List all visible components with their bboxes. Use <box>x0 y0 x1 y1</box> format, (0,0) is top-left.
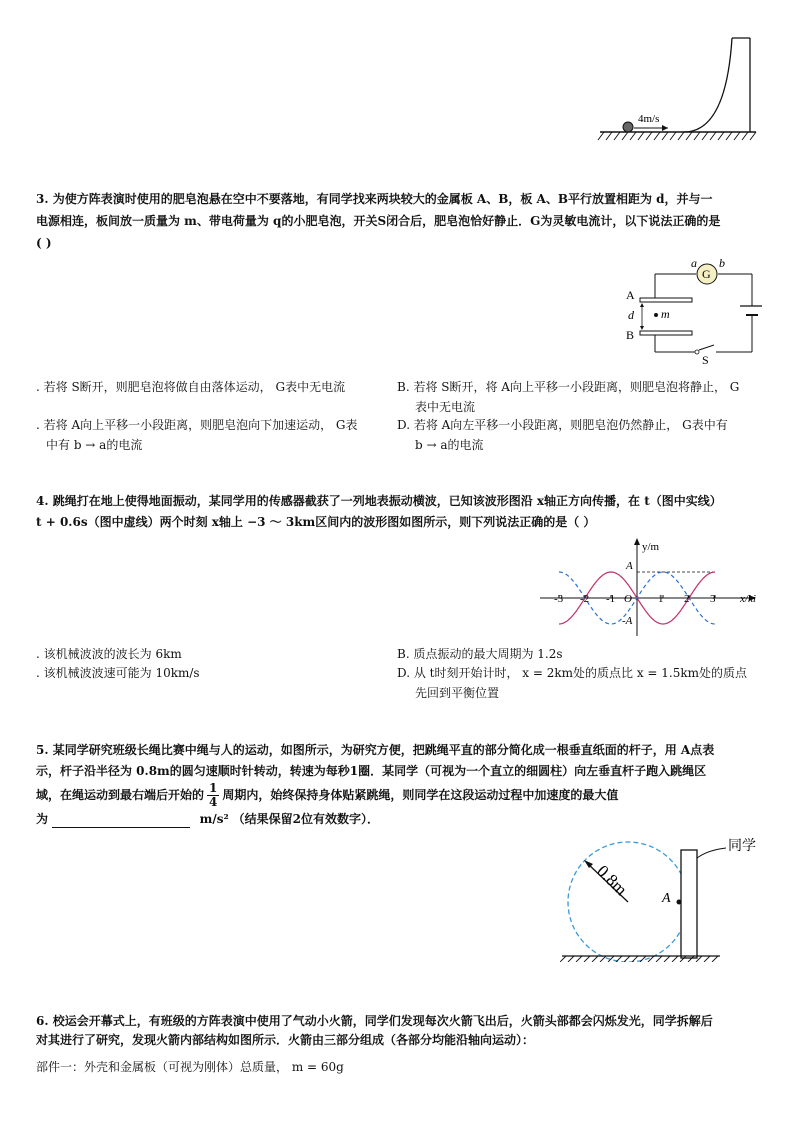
q13-option-d-1: D. 若将 A向左平移一小段距离，则肥皂泡仍然静止， G表中有 <box>397 418 728 432</box>
x-tick-label: 3 <box>710 593 716 605</box>
soap-bubble <box>654 313 658 317</box>
q15-stem-line-3: 域，在绳运动到最右端后开始的 $\frac{1}{4}$ 周期内，始终保持身体贴紧跳绳，则同学在这段运动过程中加速度的最大值 <box>36 780 619 809</box>
amplitude-label: A <box>626 560 633 572</box>
origin-label: O <box>624 593 632 605</box>
q16-part-one: 部件一：外壳和金属板（可视为刚体）总质量， m = 60g <box>36 1060 344 1074</box>
q16-stem-line-1: 6. 校运会开幕式上，有班级的方阵表演中使用了气动小火箭，同学们发现每次火箭飞出后，火箭头部都会闪烁发光，同学拆解后 <box>36 1014 713 1028</box>
svg-text:m: m <box>661 307 670 321</box>
x-tick-label: 1 <box>658 593 664 605</box>
q15-stem-line-2: 示，杆子沿半径为 0.8m的圆匀速顺时针转动，转速为每秒1圈．某同学（可视为一个直立的细圆柱）向左垂直杆子跑入跳绳区 <box>36 764 707 778</box>
x-tick-label: -1 <box>606 593 616 605</box>
y-axis-label: y/m <box>642 541 660 553</box>
q15-stem-line-1: 5. 某同学研究班级长绳比赛中绳与人的运动，如图所示，为研究方便，把跳绳平直的部分简化成一根垂直纸面的杆子，用 A点表 <box>36 743 715 757</box>
neg-amplitude-label: -A <box>622 615 633 627</box>
capacitor-circuit-figure <box>622 255 762 365</box>
q13-option-c-2: 中有 b → a的电流 <box>46 438 143 452</box>
svg-text:A: A <box>626 288 635 302</box>
x-tick-label: 2 <box>684 593 690 605</box>
q14-option-d-2: 先回到平衡位置 <box>415 686 500 700</box>
x-axis-label: x/ki <box>740 593 756 605</box>
quarter-fraction: $\frac{1}{4}$ <box>209 780 218 809</box>
q14-stem-line-1: 4. 跳绳打在地上使得地面振动，某同学用的传感器截获了一列地表振动横波，已知该波形图沿 x轴正方向传播，在 t（图中实线） <box>36 494 722 508</box>
person-label: 同学 <box>728 839 756 854</box>
svg-text:d: d <box>628 308 634 322</box>
q13-option-b-1: B. 若将 S断开，将 A向上平移一小段距离，则肥皂泡将静止， G <box>397 380 740 394</box>
q13-stem-line-3: ( ) <box>36 236 52 250</box>
svg-text:S: S <box>702 353 709 365</box>
rope-point-a <box>677 900 682 905</box>
q14-option-b: B. 质点振动的最大周期为 1.2s <box>397 647 563 661</box>
jump-rope-figure <box>560 828 762 962</box>
q14-option-d-1: D. 从 t时刻开始计时， x = 2km处的质点比 x = 1.5km处的质点 <box>397 666 748 680</box>
q14-option-a: . 该机械波波的波长为 6km <box>36 647 182 661</box>
q14-option-c: . 该机械波波速可能为 10km/s <box>36 666 200 680</box>
svg-text:G: G <box>702 267 711 281</box>
radius-label: 0.8m <box>593 861 631 900</box>
ramp-figure <box>596 34 760 146</box>
q13-option-d-2: b → a的电流 <box>415 438 484 452</box>
q13-option-c-1: . 若将 A向上平移一小段距离，则肥皂泡向下加速运动， G表 <box>36 418 358 432</box>
wave-graph-figure <box>534 536 760 638</box>
q16-stem-line-2: 对其进行了研究，发现火箭内部结构如图所示．火箭由三部分组成（各部分均能沿轴向运动）： <box>36 1033 535 1047</box>
svg-text:A: A <box>662 891 671 906</box>
svg-text:B: B <box>626 328 635 342</box>
x-tick-label: -2 <box>580 593 590 605</box>
svg-text:a: a <box>691 256 697 270</box>
q13-stem-line-2: 电源相连，板间放一质量为 m、带电荷量为 q的小肥皂泡，开关S闭合后，肥皂泡恰好静止．G为灵敏电流计，以下说法正确的是 <box>36 214 721 228</box>
speed-label: 4m/s <box>638 113 660 125</box>
person-pole <box>681 850 697 958</box>
x-tick-label: -3 <box>554 593 564 605</box>
ball <box>623 122 633 132</box>
q14-stem-line-2: t + 0.6s（图中虚线）两个时刻 x轴上 −3 ～ 3km区间内的波形图如图所示，则下列说法正确的是（ ） <box>36 515 596 529</box>
q15-stem-line-4: 为 m/s² （结果保留2位有效数字）． <box>36 812 379 826</box>
answer-blank[interactable] <box>52 815 190 828</box>
q13-option-b-2: 表中无电流 <box>415 400 476 414</box>
svg-text:b: b <box>719 256 725 270</box>
q13-stem-line-1: 3. 为使方阵表演时使用的肥皂泡悬在空中不要落地，有同学找来两块较大的金属板 A、B，板 A、B平行放置相距为 d，并与一 <box>36 192 713 206</box>
q13-option-a: . 若将 S断开，则肥皂泡将做自由落体运动， G表中无电流 <box>36 380 346 394</box>
